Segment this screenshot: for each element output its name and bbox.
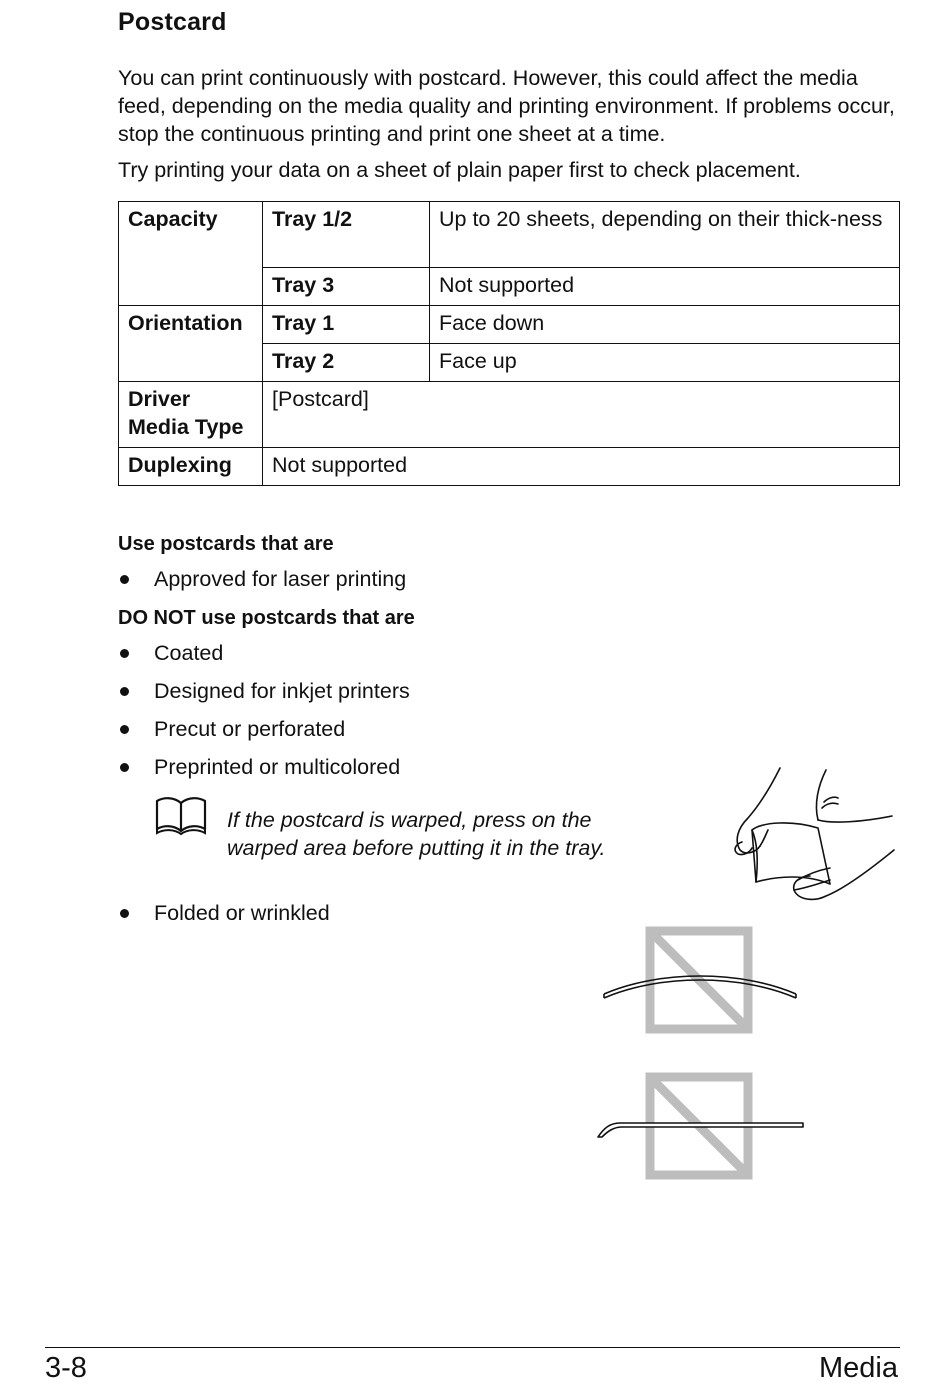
section-title: Postcard [118, 8, 227, 36]
placement-paragraph: Try printing your data on a sheet of plain paper first to check placement. [118, 158, 801, 182]
driver-media-type-value: [Postcard] [263, 382, 900, 448]
tray-2-label: Tray 2 [263, 344, 430, 382]
tray-1-label: Tray 1 [263, 306, 430, 344]
curved-card-prohibited-illustration [600, 924, 805, 1036]
postcard-spec-table [118, 201, 900, 486]
folded-card-prohibited-illustration [594, 1070, 808, 1182]
table-row [119, 306, 900, 344]
capacity-label: Capacity [119, 202, 263, 306]
tray-1-2-label: Tray 1/2 [263, 202, 430, 268]
footer-rule [45, 1347, 900, 1348]
duplexing-value: Not supported [263, 448, 900, 486]
list-item [118, 641, 223, 666]
bullet-icon [120, 575, 129, 584]
table-row [119, 382, 900, 448]
list-item [118, 717, 345, 742]
do-not-item-text: Preprinted or multicolored [154, 755, 401, 779]
footer-page-number: 3-8 [45, 1352, 87, 1384]
use-item-text: Approved for laser printing [154, 567, 407, 591]
bullet-icon [120, 687, 129, 696]
open-book-note-icon [154, 795, 208, 837]
bullet-icon [120, 909, 129, 918]
use-heading: Use postcards that are [118, 533, 334, 555]
do-not-heading: DO NOT use postcards that are [118, 607, 415, 629]
list-item [118, 679, 410, 704]
tray-3-capacity: Not supported [430, 268, 900, 306]
bullet-icon [120, 725, 129, 734]
list-item [118, 755, 400, 780]
tray-1-2-capacity: Up to 20 sheets, depending on their thick-ness [430, 202, 900, 268]
do-not-item-text: Precut or perforated [154, 717, 346, 741]
orientation-label: Orientation [119, 306, 263, 382]
list-item [118, 901, 330, 926]
tray-3-label: Tray 3 [263, 268, 430, 306]
bullet-icon [120, 649, 129, 658]
intro-paragraph: You can print continuously with postcard. However, this could affect the media feed, depending on the media quality and printing environment. If problems occur, stop the continuous printing and print one sheet at a time. [118, 66, 895, 146]
hands-pressing-postcard-illustration [722, 764, 902, 908]
table-row [119, 448, 900, 486]
duplexing-label: Duplexing [119, 448, 263, 486]
warped-postcard-note: If the postcard is warped, press on the warped area before putting it in the tray. [227, 808, 606, 860]
bullet-icon [120, 763, 129, 772]
footer-section-name: Media [819, 1352, 898, 1384]
do-not-item-text: Coated [154, 641, 224, 665]
tray-2-orientation: Face up [430, 344, 900, 382]
driver-media-type-label: Driver Media Type [119, 382, 263, 448]
do-not-item-text: Folded or wrinkled [154, 901, 330, 925]
table-row [119, 202, 900, 268]
tray-1-orientation: Face down [430, 306, 900, 344]
list-item [118, 567, 406, 592]
do-not-item-text: Designed for inkjet printers [154, 679, 410, 703]
